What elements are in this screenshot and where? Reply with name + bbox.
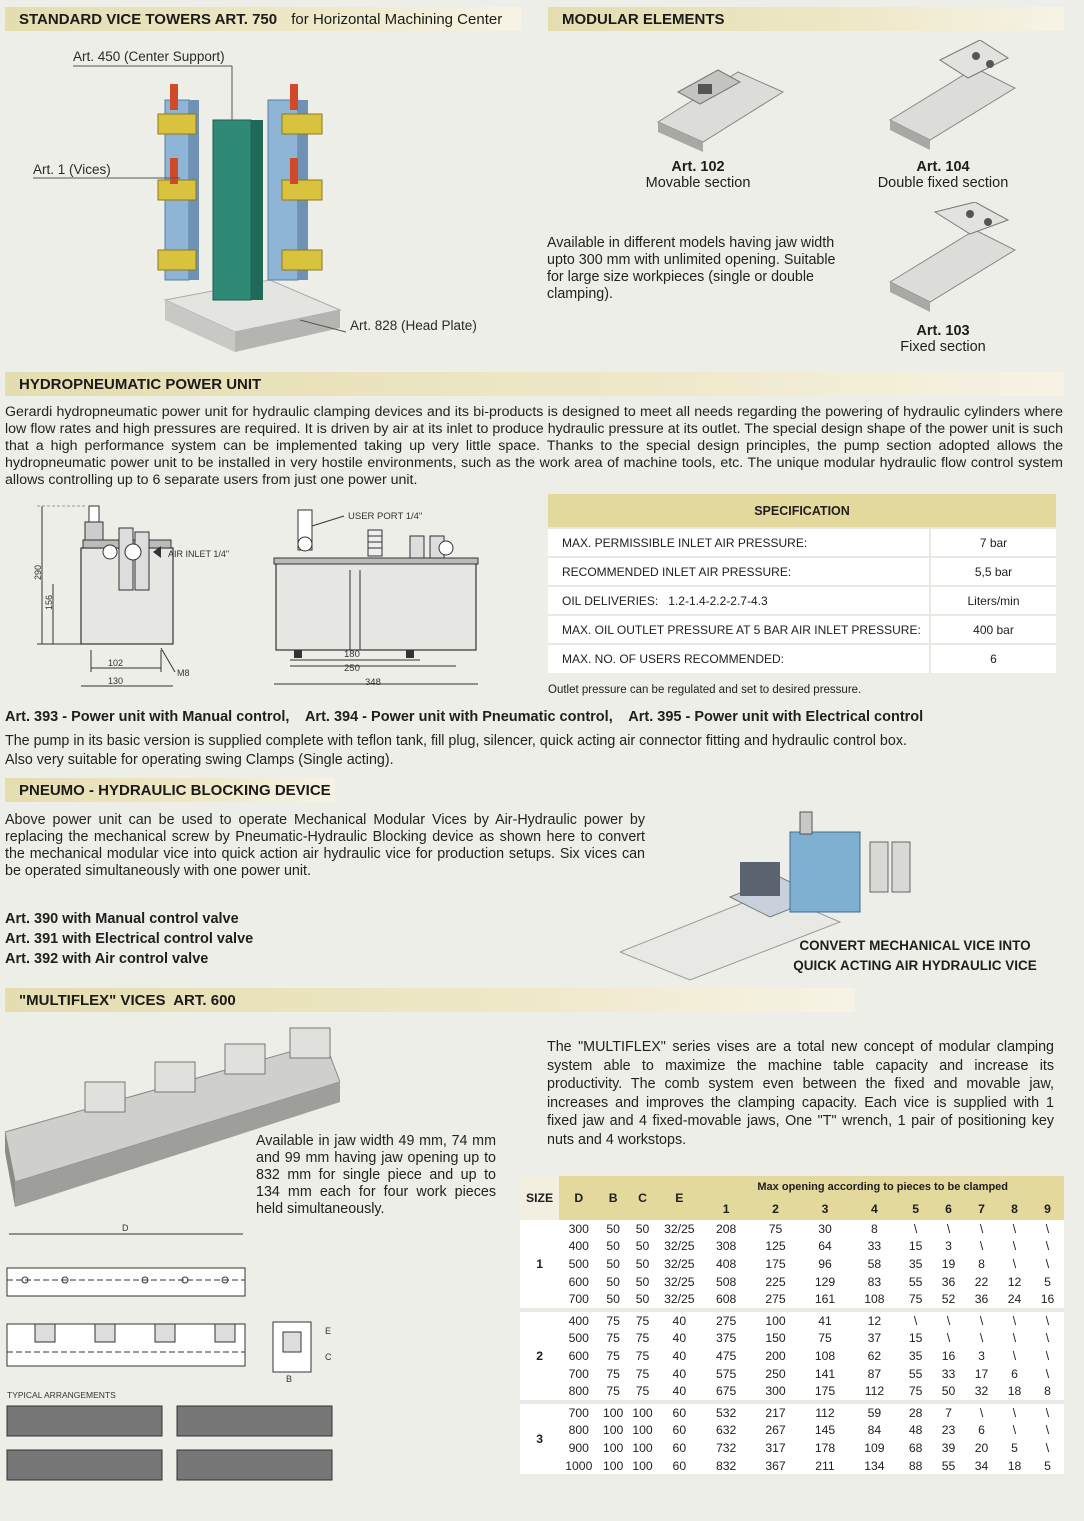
pneumo-arts-list: [5, 909, 253, 969]
table-cell: 35: [899, 1347, 932, 1365]
table-cell: \: [1031, 1365, 1064, 1383]
table-cell: 108: [850, 1290, 899, 1308]
art-390: Art. 390 with Manual control valve: [5, 911, 239, 927]
table-cell: 832: [701, 1457, 750, 1475]
table-cell: 50: [628, 1290, 657, 1308]
table-cell: 600: [559, 1347, 598, 1365]
table-cell: 50: [598, 1238, 627, 1256]
table-cell: 400: [559, 1312, 598, 1330]
table-row: [520, 1404, 1064, 1422]
table-cell: 50: [598, 1290, 627, 1308]
table-row: [520, 1365, 1064, 1383]
dim-m8: M8: [177, 668, 190, 678]
label-head-plate: Art. 828 (Head Plate): [350, 318, 477, 333]
table-cell: 75: [628, 1312, 657, 1330]
table-cell: 400: [559, 1238, 598, 1256]
spec-label: MAX. NO. OF USERS RECOMMENDED:: [548, 644, 930, 673]
table-cell: 532: [701, 1404, 750, 1422]
table-row: [520, 1220, 1064, 1238]
max-opening-header: Max opening according to pieces to be clamped: [701, 1176, 1064, 1198]
table-cell: 100: [598, 1439, 627, 1457]
table-cell: \: [998, 1255, 1031, 1273]
table-row: [520, 1273, 1064, 1291]
table-cell: 36: [932, 1273, 965, 1291]
table-cell: 300: [751, 1382, 800, 1400]
table-cell: 75: [598, 1347, 627, 1365]
table-cell: 900: [559, 1439, 598, 1457]
table-cell: 40: [657, 1347, 701, 1365]
modular-item-102: [618, 159, 778, 191]
spec-row: [548, 557, 1056, 586]
pieces-col-6: 6: [932, 1198, 965, 1220]
table-cell: 50: [628, 1255, 657, 1273]
table-cell: \: [965, 1238, 998, 1256]
table-cell: 88: [899, 1457, 932, 1475]
table-cell: 632: [701, 1422, 750, 1440]
hydro-heading: HYDROPNEUMATIC POWER UNIT: [19, 376, 262, 393]
table-cell: 800: [559, 1422, 598, 1440]
power-unit-front-drawing: [270, 500, 490, 690]
table-cell: 208: [701, 1220, 750, 1238]
table-cell: 50: [628, 1273, 657, 1291]
table-cell: 32: [965, 1382, 998, 1400]
table-cell: 700: [559, 1404, 598, 1422]
table-cell: \: [899, 1220, 932, 1238]
multiflex-heading-bar: [5, 988, 855, 1012]
table-cell: 100: [628, 1404, 657, 1422]
table-cell: \: [965, 1330, 998, 1348]
pieces-col-9: 9: [1031, 1198, 1064, 1220]
table-row: [520, 1255, 1064, 1273]
table-cell: 15: [899, 1238, 932, 1256]
table-cell: 129: [800, 1273, 849, 1291]
art-391: Art. 391 with Electrical control valve: [5, 931, 254, 947]
table-cell: 17: [965, 1365, 998, 1383]
spec-row: [548, 586, 1056, 615]
table-cell: 8: [850, 1220, 899, 1238]
table-cell: 317: [751, 1439, 800, 1457]
table-cell: 48: [899, 1422, 932, 1440]
table-cell: \: [965, 1312, 998, 1330]
table-cell: \: [932, 1312, 965, 1330]
table-cell: 55: [899, 1273, 932, 1291]
dim-290: 290: [33, 564, 43, 580]
table-cell: 32/25: [657, 1238, 701, 1256]
table-cell: \: [932, 1220, 965, 1238]
multiflex-table: [520, 1176, 1064, 1474]
spec-label: OIL DELIVERIES: 1.2-1.4-2.2-2.7-4.3: [548, 586, 930, 615]
dim-250: 250: [344, 663, 360, 674]
table-cell: 75: [800, 1330, 849, 1348]
table-cell: \: [998, 1312, 1031, 1330]
spec-value: 5,5 bar: [930, 557, 1056, 586]
draw-label-c: C: [325, 1352, 332, 1362]
table-cell: 75: [598, 1312, 627, 1330]
table-cell: 125: [751, 1238, 800, 1256]
pneumo-description: Above power unit can be used to operate Mechanical Modular Vices by Air-Hydraulic power by replacing the mechanical screw by Pneumatic-Hydraulic Blocking device as shown here to convert the mechanical modular vice into quick action air hydraulic vice for production setups. Six vices can be operated simultaneously with one power unit.: [5, 812, 645, 879]
spec-value: 6: [930, 644, 1056, 673]
table-cell: 211: [800, 1457, 849, 1475]
table-cell: \: [1031, 1330, 1064, 1348]
table-cell: \: [932, 1330, 965, 1348]
table-cell: 50: [598, 1273, 627, 1291]
art-103-illustration: [880, 202, 1020, 317]
spec-value: 7 bar: [930, 528, 1056, 557]
specification-table: [548, 494, 1056, 673]
dim-156: 156: [44, 594, 54, 610]
multiflex-technical-drawing: [5, 1220, 345, 1510]
table-cell: 500: [559, 1255, 598, 1273]
table-cell: 24: [998, 1290, 1031, 1308]
table-cell: 60: [657, 1439, 701, 1457]
table-cell: 39: [932, 1439, 965, 1457]
table-row: [520, 1312, 1064, 1330]
hydro-heading-bar: [5, 372, 1064, 396]
pieces-col-7: 7: [965, 1198, 998, 1220]
table-cell: 18: [998, 1382, 1031, 1400]
table-cell: 8: [1031, 1382, 1064, 1400]
table-cell: 50: [598, 1220, 627, 1238]
table-cell: 275: [751, 1290, 800, 1308]
convert-line-2: QUICK ACTING AIR HYDRAULIC VICE: [793, 958, 1037, 973]
art-103-desc: Fixed section: [900, 339, 986, 355]
table-cell: 40: [657, 1330, 701, 1348]
table-cell: 225: [751, 1273, 800, 1291]
spec-row: [548, 528, 1056, 557]
table-cell: \: [1031, 1238, 1064, 1256]
table-cell: 3: [965, 1347, 998, 1365]
pieces-col-4: 4: [850, 1198, 899, 1220]
pieces-col-3: 3: [800, 1198, 849, 1220]
table-cell: 134: [850, 1457, 899, 1475]
table-cell: 3: [932, 1238, 965, 1256]
table-cell: 12: [998, 1273, 1031, 1291]
power-unit-side-drawing: [25, 500, 265, 690]
table-cell: 100: [751, 1312, 800, 1330]
table-cell: 12: [850, 1312, 899, 1330]
hydro-description: Gerardi hydropneumatic power unit for hydraulic clamping devices and its bi-products is designed to meet all needs regarding the powering of hydraulic cylinders where low flow rates and high pressures are required. It is driven by air at its inlet to produce hydraulic pressure at its outlet. The special design shape of the power unit is such that a high performance system can be implemented taking up very little space. Thanks to the special design principles, the pump section adopted allows the hydropneumatic power unit to be installed in very hostile environments, such as the work area of machine tools, etc. The unique modular hydraulic flow control system allows controlling up to 6 separate users from just one power unit.: [5, 404, 1063, 488]
table-cell: 84: [850, 1422, 899, 1440]
label-center-support: Art. 450 (Center Support): [73, 49, 225, 64]
pump-text-2: Also very suitable for operating swing Clamps (Single acting).: [5, 752, 394, 768]
table-cell: 75: [598, 1382, 627, 1400]
table-row: [520, 1238, 1064, 1256]
table-cell: 36: [965, 1290, 998, 1308]
table-cell: \: [899, 1312, 932, 1330]
table-cell: 59: [850, 1404, 899, 1422]
convert-line-1: CONVERT MECHANICAL VICE INTO: [799, 938, 1031, 953]
vice-towers-heading: STANDARD VICE TOWERS ART. 750: [19, 11, 278, 28]
draw-label-e: E: [325, 1326, 332, 1336]
table-cell: \: [1031, 1422, 1064, 1440]
dim-348: 348: [365, 677, 381, 688]
modular-item-104: [858, 159, 1028, 191]
size-cell: 3: [520, 1404, 559, 1474]
table-cell: 108: [800, 1347, 849, 1365]
modular-heading-bar: [548, 7, 1064, 31]
table-cell: 18: [998, 1457, 1031, 1475]
multiflex-intro: The "MULTIFLEX" series vises are a total new concept of modular clamping system able to maximize the machine table capacity and increase its productivity. The comb system even between the fixed and movable jaw, increases and improves the clamping capacity. Each vice is supplied with 1 fixed jaw and 4 fixed-movable jaws, One "T" wrench, 1 pair of positioning key nuts and 4 workstops.: [547, 1039, 1054, 1148]
table-cell: 7: [932, 1404, 965, 1422]
user-port-label: USER PORT 1/4": [348, 511, 423, 522]
table-cell: 32/25: [657, 1220, 701, 1238]
table-cell: 50: [628, 1220, 657, 1238]
table-cell: 475: [701, 1347, 750, 1365]
spec-label: MAX. OIL OUTLET PRESSURE AT 5 BAR AIR INLET PRESSURE:: [548, 615, 930, 644]
table-cell: 275: [701, 1312, 750, 1330]
table-cell: 109: [850, 1439, 899, 1457]
table-cell: 35: [899, 1255, 932, 1273]
pieces-col-8: 8: [998, 1198, 1031, 1220]
multiflex-heading: "MULTIFLEX" VICES ART. 600: [19, 992, 236, 1009]
table-cell: 50: [932, 1382, 965, 1400]
table-cell: 100: [598, 1457, 627, 1475]
table-cell: 64: [800, 1238, 849, 1256]
table-cell: 1000: [559, 1457, 598, 1475]
table-row: [520, 1439, 1064, 1457]
table-cell: 5: [1031, 1457, 1064, 1475]
table-cell: 58: [850, 1255, 899, 1273]
typical-arrangements: TYPICAL ARRANGEMENTS: [7, 1390, 116, 1400]
table-cell: 75: [628, 1330, 657, 1348]
table-cell: 100: [628, 1457, 657, 1475]
table-cell: 100: [628, 1422, 657, 1440]
table-cell: 175: [751, 1255, 800, 1273]
art-102-illustration: [648, 42, 788, 157]
table-cell: 33: [850, 1238, 899, 1256]
table-cell: 575: [701, 1365, 750, 1383]
table-cell: 375: [701, 1330, 750, 1348]
vice-towers-heading-sub: for Horizontal Machining Center: [291, 11, 503, 28]
table-cell: 37: [850, 1330, 899, 1348]
table-cell: 308: [701, 1238, 750, 1256]
table-cell: 217: [751, 1404, 800, 1422]
modular-heading: MODULAR ELEMENTS: [562, 11, 725, 28]
table-cell: 8: [965, 1255, 998, 1273]
table-cell: 41: [800, 1312, 849, 1330]
table-cell: \: [998, 1220, 1031, 1238]
table-cell: 200: [751, 1347, 800, 1365]
pieces-col-5: 5: [899, 1198, 932, 1220]
table-cell: \: [1031, 1439, 1064, 1457]
table-cell: \: [965, 1404, 998, 1422]
table-cell: 75: [751, 1220, 800, 1238]
table-cell: 22: [965, 1273, 998, 1291]
table-cell: 32/25: [657, 1290, 701, 1308]
spec-note: Outlet pressure can be regulated and set to desired pressure.: [548, 684, 862, 696]
table-cell: 75: [598, 1365, 627, 1383]
vice-tower-leader-lines: [0, 0, 540, 360]
pneumo-heading: PNEUMO - HYDRAULIC BLOCKING DEVICE: [19, 782, 331, 799]
table-cell: 52: [932, 1290, 965, 1308]
table-row: [520, 1382, 1064, 1400]
art-102-desc: Movable section: [645, 175, 751, 191]
table-cell: 141: [800, 1365, 849, 1383]
modular-item-103: [858, 323, 1028, 355]
table-cell: 75: [628, 1365, 657, 1383]
col-c: C: [628, 1176, 657, 1220]
spec-value: Liters/min: [930, 586, 1056, 615]
art-104-label: Art. 104: [916, 159, 970, 175]
table-cell: 100: [598, 1404, 627, 1422]
table-cell: 83: [850, 1273, 899, 1291]
table-row: [520, 1290, 1064, 1308]
table-cell: 60: [657, 1422, 701, 1440]
table-cell: 40: [657, 1382, 701, 1400]
table-cell: 62: [850, 1347, 899, 1365]
draw-label-b: B: [286, 1374, 293, 1384]
table-cell: 50: [628, 1238, 657, 1256]
table-row: [520, 1422, 1064, 1440]
pieces-col-1: 1: [701, 1198, 750, 1220]
table-cell: 96: [800, 1255, 849, 1273]
table-cell: 100: [628, 1439, 657, 1457]
table-cell: 32/25: [657, 1273, 701, 1291]
table-cell: 500: [559, 1330, 598, 1348]
table-cell: 5: [998, 1439, 1031, 1457]
size-cell: 2: [520, 1312, 559, 1400]
table-cell: 87: [850, 1365, 899, 1383]
col-size: SIZE: [520, 1176, 559, 1220]
table-cell: 16: [1031, 1290, 1064, 1308]
spec-label: MAX. PERMISSIBLE INLET AIR PRESSURE:: [548, 528, 930, 557]
pump-text-1: The pump in its basic version is supplied complete with teflon tank, fill plug, silencer, quick acting air connector fitting and hydraulic control box.: [5, 733, 907, 749]
table-cell: 30: [800, 1220, 849, 1238]
table-cell: 33: [932, 1365, 965, 1383]
table-cell: 50: [598, 1255, 627, 1273]
pneumo-heading-bar: [5, 778, 335, 802]
table-cell: 267: [751, 1422, 800, 1440]
table-row: [520, 1457, 1064, 1475]
table-row: [520, 1330, 1064, 1348]
table-cell: 75: [598, 1330, 627, 1348]
col-b: B: [598, 1176, 627, 1220]
table-row: [520, 1347, 1064, 1365]
table-cell: 40: [657, 1365, 701, 1383]
table-cell: 16: [932, 1347, 965, 1365]
table-cell: 732: [701, 1439, 750, 1457]
table-cell: \: [1031, 1347, 1064, 1365]
col-e: E: [657, 1176, 701, 1220]
art-392: Art. 392 with Air control valve: [5, 951, 209, 967]
spec-row: [548, 644, 1056, 673]
table-cell: 68: [899, 1439, 932, 1457]
art-104-illustration: [880, 40, 1020, 155]
size-cell: 1: [520, 1220, 559, 1308]
table-cell: 5: [1031, 1273, 1064, 1291]
table-cell: 75: [628, 1347, 657, 1365]
table-cell: \: [998, 1238, 1031, 1256]
table-cell: 15: [899, 1330, 932, 1348]
table-cell: 700: [559, 1290, 598, 1308]
table-cell: 600: [559, 1273, 598, 1291]
modular-description: Available in different models having jaw width upto 300 mm with unlimited opening. Suitable for large size workpieces (single or double clamping).: [547, 235, 836, 302]
table-cell: 175: [800, 1382, 849, 1400]
table-cell: 150: [751, 1330, 800, 1348]
table-cell: 23: [932, 1422, 965, 1440]
table-cell: \: [965, 1220, 998, 1238]
art-103-label: Art. 103: [916, 323, 970, 339]
table-cell: 408: [701, 1255, 750, 1273]
table-cell: 250: [751, 1365, 800, 1383]
table-cell: 60: [657, 1457, 701, 1475]
table-cell: \: [998, 1422, 1031, 1440]
table-cell: 60: [657, 1404, 701, 1422]
label-vices: Art. 1 (Vices): [33, 162, 111, 177]
dim-130: 130: [108, 676, 124, 686]
table-cell: 367: [751, 1457, 800, 1475]
pieces-col-2: 2: [751, 1198, 800, 1220]
col-d: D: [559, 1176, 598, 1220]
table-cell: 32/25: [657, 1255, 701, 1273]
spec-value: 400 bar: [930, 615, 1056, 644]
table-cell: \: [1031, 1220, 1064, 1238]
table-cell: \: [998, 1347, 1031, 1365]
art-104-desc: Double fixed section: [877, 175, 1009, 191]
draw-label-d: D: [122, 1223, 129, 1233]
air-inlet-label: AIR INLET 1/4": [168, 549, 230, 559]
table-cell: 178: [800, 1439, 849, 1457]
table-cell: 100: [598, 1422, 627, 1440]
table-cell: 6: [998, 1365, 1031, 1383]
table-cell: \: [1031, 1255, 1064, 1273]
table-cell: \: [998, 1404, 1031, 1422]
table-cell: 161: [800, 1290, 849, 1308]
spec-title: SPECIFICATION: [548, 494, 1056, 528]
table-cell: 675: [701, 1382, 750, 1400]
table-cell: \: [1031, 1312, 1064, 1330]
table-cell: \: [1031, 1404, 1064, 1422]
art-102-label: Art. 102: [671, 159, 725, 175]
table-cell: 19: [932, 1255, 965, 1273]
spec-label: RECOMMENDED INLET AIR PRESSURE:: [548, 557, 930, 586]
table-cell: 75: [628, 1382, 657, 1400]
table-cell: 55: [899, 1365, 932, 1383]
table-cell: 508: [701, 1273, 750, 1291]
dim-102: 102: [108, 658, 124, 668]
power-unit-articles: Art. 393 - Power unit with Manual control, Art. 394 - Power unit with Pneumatic control, Art. 395 - Power unit with Electrical control: [5, 709, 924, 725]
table-cell: 700: [559, 1365, 598, 1383]
spec-row: [548, 615, 1056, 644]
table-cell: 112: [850, 1382, 899, 1400]
table-cell: 34: [965, 1457, 998, 1475]
table-cell: \: [998, 1330, 1031, 1348]
table-cell: 300: [559, 1220, 598, 1238]
table-cell: 55: [932, 1457, 965, 1475]
table-cell: 75: [899, 1290, 932, 1308]
dim-180: 180: [344, 649, 360, 660]
table-cell: 800: [559, 1382, 598, 1400]
table-cell: 28: [899, 1404, 932, 1422]
table-cell: 75: [899, 1382, 932, 1400]
table-cell: 608: [701, 1290, 750, 1308]
multiflex-available: Available in jaw width 49 mm, 74 mm and 99 mm having jaw opening up to 832 mm for single piece and up to 134 mm each for four work pieces held simultaneously.: [256, 1133, 496, 1217]
table-cell: 6: [965, 1422, 998, 1440]
table-cell: 112: [800, 1404, 849, 1422]
table-cell: 145: [800, 1422, 849, 1440]
table-cell: 40: [657, 1312, 701, 1330]
table-cell: 20: [965, 1439, 998, 1457]
